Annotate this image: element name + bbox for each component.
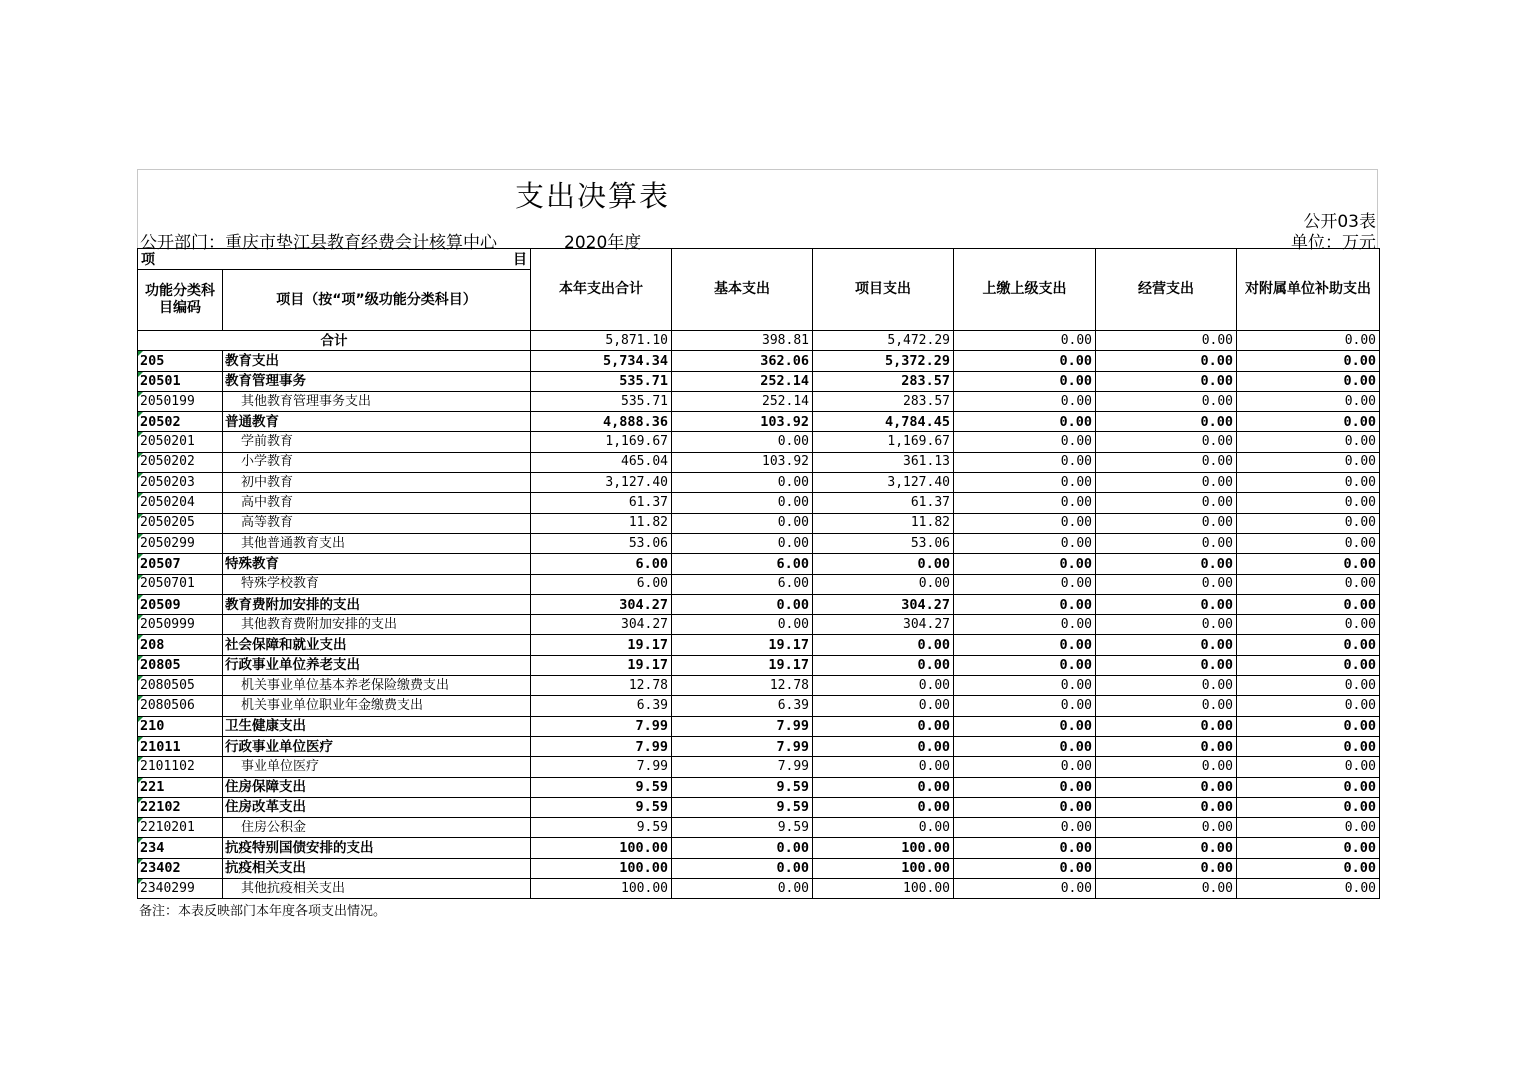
row-name: 教育支出 (223, 351, 531, 371)
row-value: 535.71 (531, 391, 672, 411)
row-name: 教育管理事务 (223, 371, 531, 391)
row-value: 100.00 (531, 879, 672, 899)
row-value: 19.17 (531, 655, 672, 675)
row-value: 6.00 (672, 574, 813, 594)
row-value: 304.27 (813, 615, 954, 635)
row-value: 4,784.45 (813, 412, 954, 432)
total-value: 0.00 (954, 331, 1096, 351)
table-row (138, 554, 1380, 574)
row-name: 特殊学校教育 (223, 574, 531, 594)
row-value: 0.00 (672, 879, 813, 899)
row-value: 0.00 (672, 615, 813, 635)
row-value: 0.00 (1096, 513, 1237, 533)
row-name: 卫生健康支出 (223, 716, 531, 736)
row-name: 住房保障支出 (223, 777, 531, 797)
row-value: 19.17 (531, 635, 672, 655)
row-value: 9.59 (531, 777, 672, 797)
table-row (138, 676, 1380, 696)
row-value: 283.57 (813, 371, 954, 391)
row-value: 0.00 (1096, 412, 1237, 432)
table-row (138, 432, 1380, 452)
row-value: 0.00 (954, 655, 1096, 675)
row-value: 9.59 (531, 818, 672, 838)
row-value: 0.00 (1237, 716, 1380, 736)
table-row (138, 635, 1380, 655)
row-code: 20805 (138, 655, 223, 675)
row-value: 0.00 (954, 797, 1096, 817)
row-value: 0.00 (813, 716, 954, 736)
row-value: 0.00 (1237, 493, 1380, 513)
row-code: 221 (138, 777, 223, 797)
row-value: 0.00 (954, 676, 1096, 696)
row-value: 0.00 (1237, 554, 1380, 574)
row-name: 抗疫相关支出 (223, 858, 531, 878)
table-row (138, 473, 1380, 493)
row-value: 0.00 (954, 838, 1096, 858)
row-code: 2080505 (138, 676, 223, 696)
footnote: 备注：本表反映部门本年度各项支出情况。 (139, 904, 387, 919)
row-name: 初中教育 (223, 473, 531, 493)
row-value: 0.00 (1237, 676, 1380, 696)
row-code: 2050999 (138, 615, 223, 635)
row-code: 2340299 (138, 879, 223, 899)
row-value: 0.00 (1237, 655, 1380, 675)
row-code: 2101102 (138, 757, 223, 777)
table-row (138, 371, 1380, 391)
row-value: 61.37 (531, 493, 672, 513)
row-value: 0.00 (954, 391, 1096, 411)
unit-label: 单位：万元 (1291, 233, 1376, 253)
row-value: 0.00 (1096, 452, 1237, 472)
row-value: 0.00 (813, 655, 954, 675)
row-value: 0.00 (1237, 432, 1380, 452)
row-value: 12.78 (672, 676, 813, 696)
header-item-left: 项 (141, 252, 155, 268)
row-code: 210 (138, 716, 223, 736)
row-value: 0.00 (813, 574, 954, 594)
row-code: 2080506 (138, 696, 223, 716)
table-row (138, 574, 1380, 594)
row-value: 0.00 (954, 493, 1096, 513)
row-name: 特殊教育 (223, 554, 531, 574)
row-name: 抗疫特别国债安排的支出 (223, 838, 531, 858)
row-value: 0.00 (672, 594, 813, 614)
row-value: 0.00 (1237, 452, 1380, 472)
row-code: 20509 (138, 594, 223, 614)
row-value: 0.00 (672, 473, 813, 493)
row-code: 2050204 (138, 493, 223, 513)
row-value: 5,372.29 (813, 351, 954, 371)
row-value: 0.00 (1096, 676, 1237, 696)
row-name: 住房公积金 (223, 818, 531, 838)
row-value: 0.00 (1237, 533, 1380, 553)
row-value: 0.00 (1237, 838, 1380, 858)
row-value: 0.00 (954, 473, 1096, 493)
row-value: 0.00 (954, 371, 1096, 391)
row-value: 0.00 (954, 757, 1096, 777)
row-value: 283.57 (813, 391, 954, 411)
row-value: 0.00 (954, 716, 1096, 736)
row-value: 100.00 (813, 879, 954, 899)
row-value: 1,169.67 (531, 432, 672, 452)
row-code: 2050201 (138, 432, 223, 452)
row-value: 0.00 (1237, 858, 1380, 878)
row-name: 事业单位医疗 (223, 757, 531, 777)
expenditure-table (137, 248, 1380, 899)
row-value: 0.00 (1096, 635, 1237, 655)
row-value: 0.00 (1096, 351, 1237, 371)
fiscal-year: 2020年度 (564, 233, 642, 253)
row-value: 0.00 (1096, 696, 1237, 716)
row-value: 6.00 (531, 554, 672, 574)
row-name: 行政事业单位养老支出 (223, 655, 531, 675)
row-value: 7.99 (531, 757, 672, 777)
row-value: 0.00 (954, 554, 1096, 574)
row-value: 304.27 (531, 615, 672, 635)
row-value: 535.71 (531, 371, 672, 391)
row-value: 100.00 (813, 838, 954, 858)
row-value: 0.00 (1096, 858, 1237, 878)
row-value: 304.27 (531, 594, 672, 614)
row-code: 2050203 (138, 473, 223, 493)
table-row (138, 797, 1380, 817)
row-value: 6.39 (531, 696, 672, 716)
row-value: 100.00 (531, 838, 672, 858)
row-code: 2050701 (138, 574, 223, 594)
row-value: 61.37 (813, 493, 954, 513)
row-name: 其他普通教育支出 (223, 533, 531, 553)
row-value: 9.59 (672, 818, 813, 838)
row-value: 12.78 (531, 676, 672, 696)
row-value: 100.00 (531, 858, 672, 878)
row-value: 0.00 (813, 797, 954, 817)
row-value: 0.00 (672, 493, 813, 513)
row-value: 0.00 (954, 513, 1096, 533)
row-value: 0.00 (1096, 371, 1237, 391)
total-label: 合计 (138, 331, 531, 351)
row-value: 0.00 (813, 818, 954, 838)
row-value: 0.00 (1096, 777, 1237, 797)
row-value: 0.00 (1096, 473, 1237, 493)
row-value: 9.59 (672, 777, 813, 797)
row-value: 0.00 (813, 676, 954, 696)
row-name: 学前教育 (223, 432, 531, 452)
row-value: 0.00 (1096, 493, 1237, 513)
row-code: 20501 (138, 371, 223, 391)
table-row (138, 594, 1380, 614)
row-value: 0.00 (672, 858, 813, 878)
row-value: 0.00 (1237, 371, 1380, 391)
table-row (138, 615, 1380, 635)
row-value: 7.99 (672, 736, 813, 756)
row-name: 小学教育 (223, 452, 531, 472)
table-row (138, 391, 1380, 411)
row-name: 住房改革支出 (223, 797, 531, 817)
table-row (138, 736, 1380, 756)
row-value: 0.00 (954, 452, 1096, 472)
row-value: 0.00 (954, 777, 1096, 797)
row-code: 2210201 (138, 818, 223, 838)
row-value: 0.00 (1237, 615, 1380, 635)
row-value: 304.27 (813, 594, 954, 614)
row-code: 22102 (138, 797, 223, 817)
row-value: 11.82 (531, 513, 672, 533)
row-value: 9.59 (672, 797, 813, 817)
row-value: 0.00 (1096, 879, 1237, 899)
row-value: 0.00 (1096, 818, 1237, 838)
row-name: 普通教育 (223, 412, 531, 432)
row-value: 19.17 (672, 655, 813, 675)
row-value: 0.00 (1237, 391, 1380, 411)
row-value: 0.00 (954, 533, 1096, 553)
row-value: 0.00 (954, 858, 1096, 878)
row-value: 0.00 (813, 554, 954, 574)
header-col-basic: 基本支出 (672, 249, 813, 331)
row-value: 0.00 (1096, 432, 1237, 452)
row-value: 0.00 (1237, 879, 1380, 899)
table-row (138, 879, 1380, 899)
row-value: 0.00 (813, 736, 954, 756)
row-value: 0.00 (813, 777, 954, 797)
total-value: 398.81 (672, 331, 813, 351)
header-col-project: 项目支出 (813, 249, 954, 331)
table-row (138, 513, 1380, 533)
row-value: 0.00 (954, 412, 1096, 432)
row-name: 其他教育费附加安排的支出 (223, 615, 531, 635)
row-value: 0.00 (1237, 777, 1380, 797)
row-value: 7.99 (531, 736, 672, 756)
header-item-cell (138, 249, 531, 270)
row-value: 0.00 (1096, 391, 1237, 411)
row-code: 205 (138, 351, 223, 371)
row-value: 3,127.40 (531, 473, 672, 493)
page-title: 支出决算表 (515, 179, 671, 213)
row-value: 0.00 (1096, 533, 1237, 553)
row-value: 0.00 (813, 635, 954, 655)
row-name: 高中教育 (223, 493, 531, 513)
row-value: 0.00 (1096, 655, 1237, 675)
row-value: 1,169.67 (813, 432, 954, 452)
row-value: 0.00 (1237, 473, 1380, 493)
row-value: 0.00 (1237, 635, 1380, 655)
header-col-operating: 经营支出 (1096, 249, 1237, 331)
row-value: 0.00 (672, 513, 813, 533)
row-code: 208 (138, 635, 223, 655)
row-value: 0.00 (672, 533, 813, 553)
row-code: 20507 (138, 554, 223, 574)
row-value: 3,127.40 (813, 473, 954, 493)
table-row (138, 655, 1380, 675)
row-value: 465.04 (531, 452, 672, 472)
row-value: 0.00 (954, 696, 1096, 716)
header-col-subsidy: 对附属单位补助支出 (1237, 249, 1380, 331)
row-value: 0.00 (954, 818, 1096, 838)
table-row (138, 452, 1380, 472)
table-row (138, 533, 1380, 553)
row-value: 7.99 (672, 757, 813, 777)
row-value: 7.99 (672, 716, 813, 736)
table-row (138, 858, 1380, 878)
row-value: 362.06 (672, 351, 813, 371)
row-value: 0.00 (1096, 615, 1237, 635)
total-value: 5,871.10 (531, 331, 672, 351)
table-row (138, 716, 1380, 736)
row-value: 0.00 (954, 351, 1096, 371)
row-code: 2050199 (138, 391, 223, 411)
header-item-right: 目 (513, 252, 527, 268)
total-value: 5,472.29 (813, 331, 954, 351)
row-value: 19.17 (672, 635, 813, 655)
row-value: 53.06 (813, 533, 954, 553)
table-row (138, 818, 1380, 838)
row-name: 其他抗疫相关支出 (223, 879, 531, 899)
row-value: 0.00 (1237, 594, 1380, 614)
row-code: 2050202 (138, 452, 223, 472)
row-value: 5,734.34 (531, 351, 672, 371)
row-value: 361.13 (813, 452, 954, 472)
row-value: 0.00 (1237, 757, 1380, 777)
form-number: 公开03表 (1303, 212, 1376, 232)
row-value: 0.00 (954, 594, 1096, 614)
row-value: 0.00 (1096, 736, 1237, 756)
row-value: 0.00 (1096, 838, 1237, 858)
total-value: 0.00 (1237, 331, 1380, 351)
row-name: 机关事业单位职业年金缴费支出 (223, 696, 531, 716)
row-value: 0.00 (1237, 574, 1380, 594)
total-row (138, 331, 1380, 351)
row-value: 0.00 (954, 615, 1096, 635)
table-row (138, 493, 1380, 513)
row-value: 4,888.36 (531, 412, 672, 432)
department-label: 公开部门：重庆市垫江县教育经费会计核算中心 (140, 233, 497, 253)
row-value: 0.00 (1237, 513, 1380, 533)
row-value: 6.00 (672, 554, 813, 574)
header-col-remit: 上缴上级支出 (954, 249, 1096, 331)
row-value: 100.00 (813, 858, 954, 878)
row-code: 20502 (138, 412, 223, 432)
row-value: 0.00 (1237, 696, 1380, 716)
row-name: 高等教育 (223, 513, 531, 533)
row-value: 0.00 (1237, 797, 1380, 817)
row-value: 7.99 (531, 716, 672, 736)
row-value: 0.00 (1096, 757, 1237, 777)
row-value: 0.00 (1096, 797, 1237, 817)
total-value: 0.00 (1096, 331, 1237, 351)
row-value: 0.00 (813, 757, 954, 777)
row-value: 6.39 (672, 696, 813, 716)
row-code: 234 (138, 838, 223, 858)
row-value: 252.14 (672, 371, 813, 391)
row-name: 社会保障和就业支出 (223, 635, 531, 655)
row-value: 0.00 (954, 635, 1096, 655)
table-row (138, 757, 1380, 777)
row-value: 0.00 (1096, 574, 1237, 594)
row-value: 0.00 (954, 574, 1096, 594)
row-value: 0.00 (1096, 554, 1237, 574)
row-value: 0.00 (813, 696, 954, 716)
header-code-col: 功能分类科目编码 (138, 270, 223, 331)
row-value: 0.00 (954, 736, 1096, 756)
row-name: 教育费附加安排的支出 (223, 594, 531, 614)
header-col-total: 本年支出合计 (531, 249, 672, 331)
row-value: 0.00 (1237, 351, 1380, 371)
row-value: 0.00 (954, 432, 1096, 452)
row-value: 0.00 (672, 838, 813, 858)
header-name-col: 项目（按“项”级功能分类科目） (223, 270, 531, 331)
row-value: 0.00 (1237, 736, 1380, 756)
row-value: 0.00 (1096, 594, 1237, 614)
table-row (138, 838, 1380, 858)
row-name: 行政事业单位医疗 (223, 736, 531, 756)
row-name: 机关事业单位基本养老保险缴费支出 (223, 676, 531, 696)
row-code: 2050299 (138, 533, 223, 553)
row-value: 0.00 (1237, 412, 1380, 432)
row-value: 0.00 (672, 432, 813, 452)
row-code: 2050205 (138, 513, 223, 533)
row-value: 11.82 (813, 513, 954, 533)
row-value: 53.06 (531, 533, 672, 553)
table-row (138, 777, 1380, 797)
table-row (138, 696, 1380, 716)
row-value: 103.92 (672, 452, 813, 472)
row-code: 23402 (138, 858, 223, 878)
row-value: 0.00 (954, 879, 1096, 899)
row-value: 6.00 (531, 574, 672, 594)
row-value: 252.14 (672, 391, 813, 411)
row-value: 103.92 (672, 412, 813, 432)
row-name: 其他教育管理事务支出 (223, 391, 531, 411)
row-value: 0.00 (1237, 818, 1380, 838)
table-row (138, 351, 1380, 371)
row-value: 9.59 (531, 797, 672, 817)
row-value: 0.00 (1096, 716, 1237, 736)
table-row (138, 412, 1380, 432)
row-code: 21011 (138, 736, 223, 756)
